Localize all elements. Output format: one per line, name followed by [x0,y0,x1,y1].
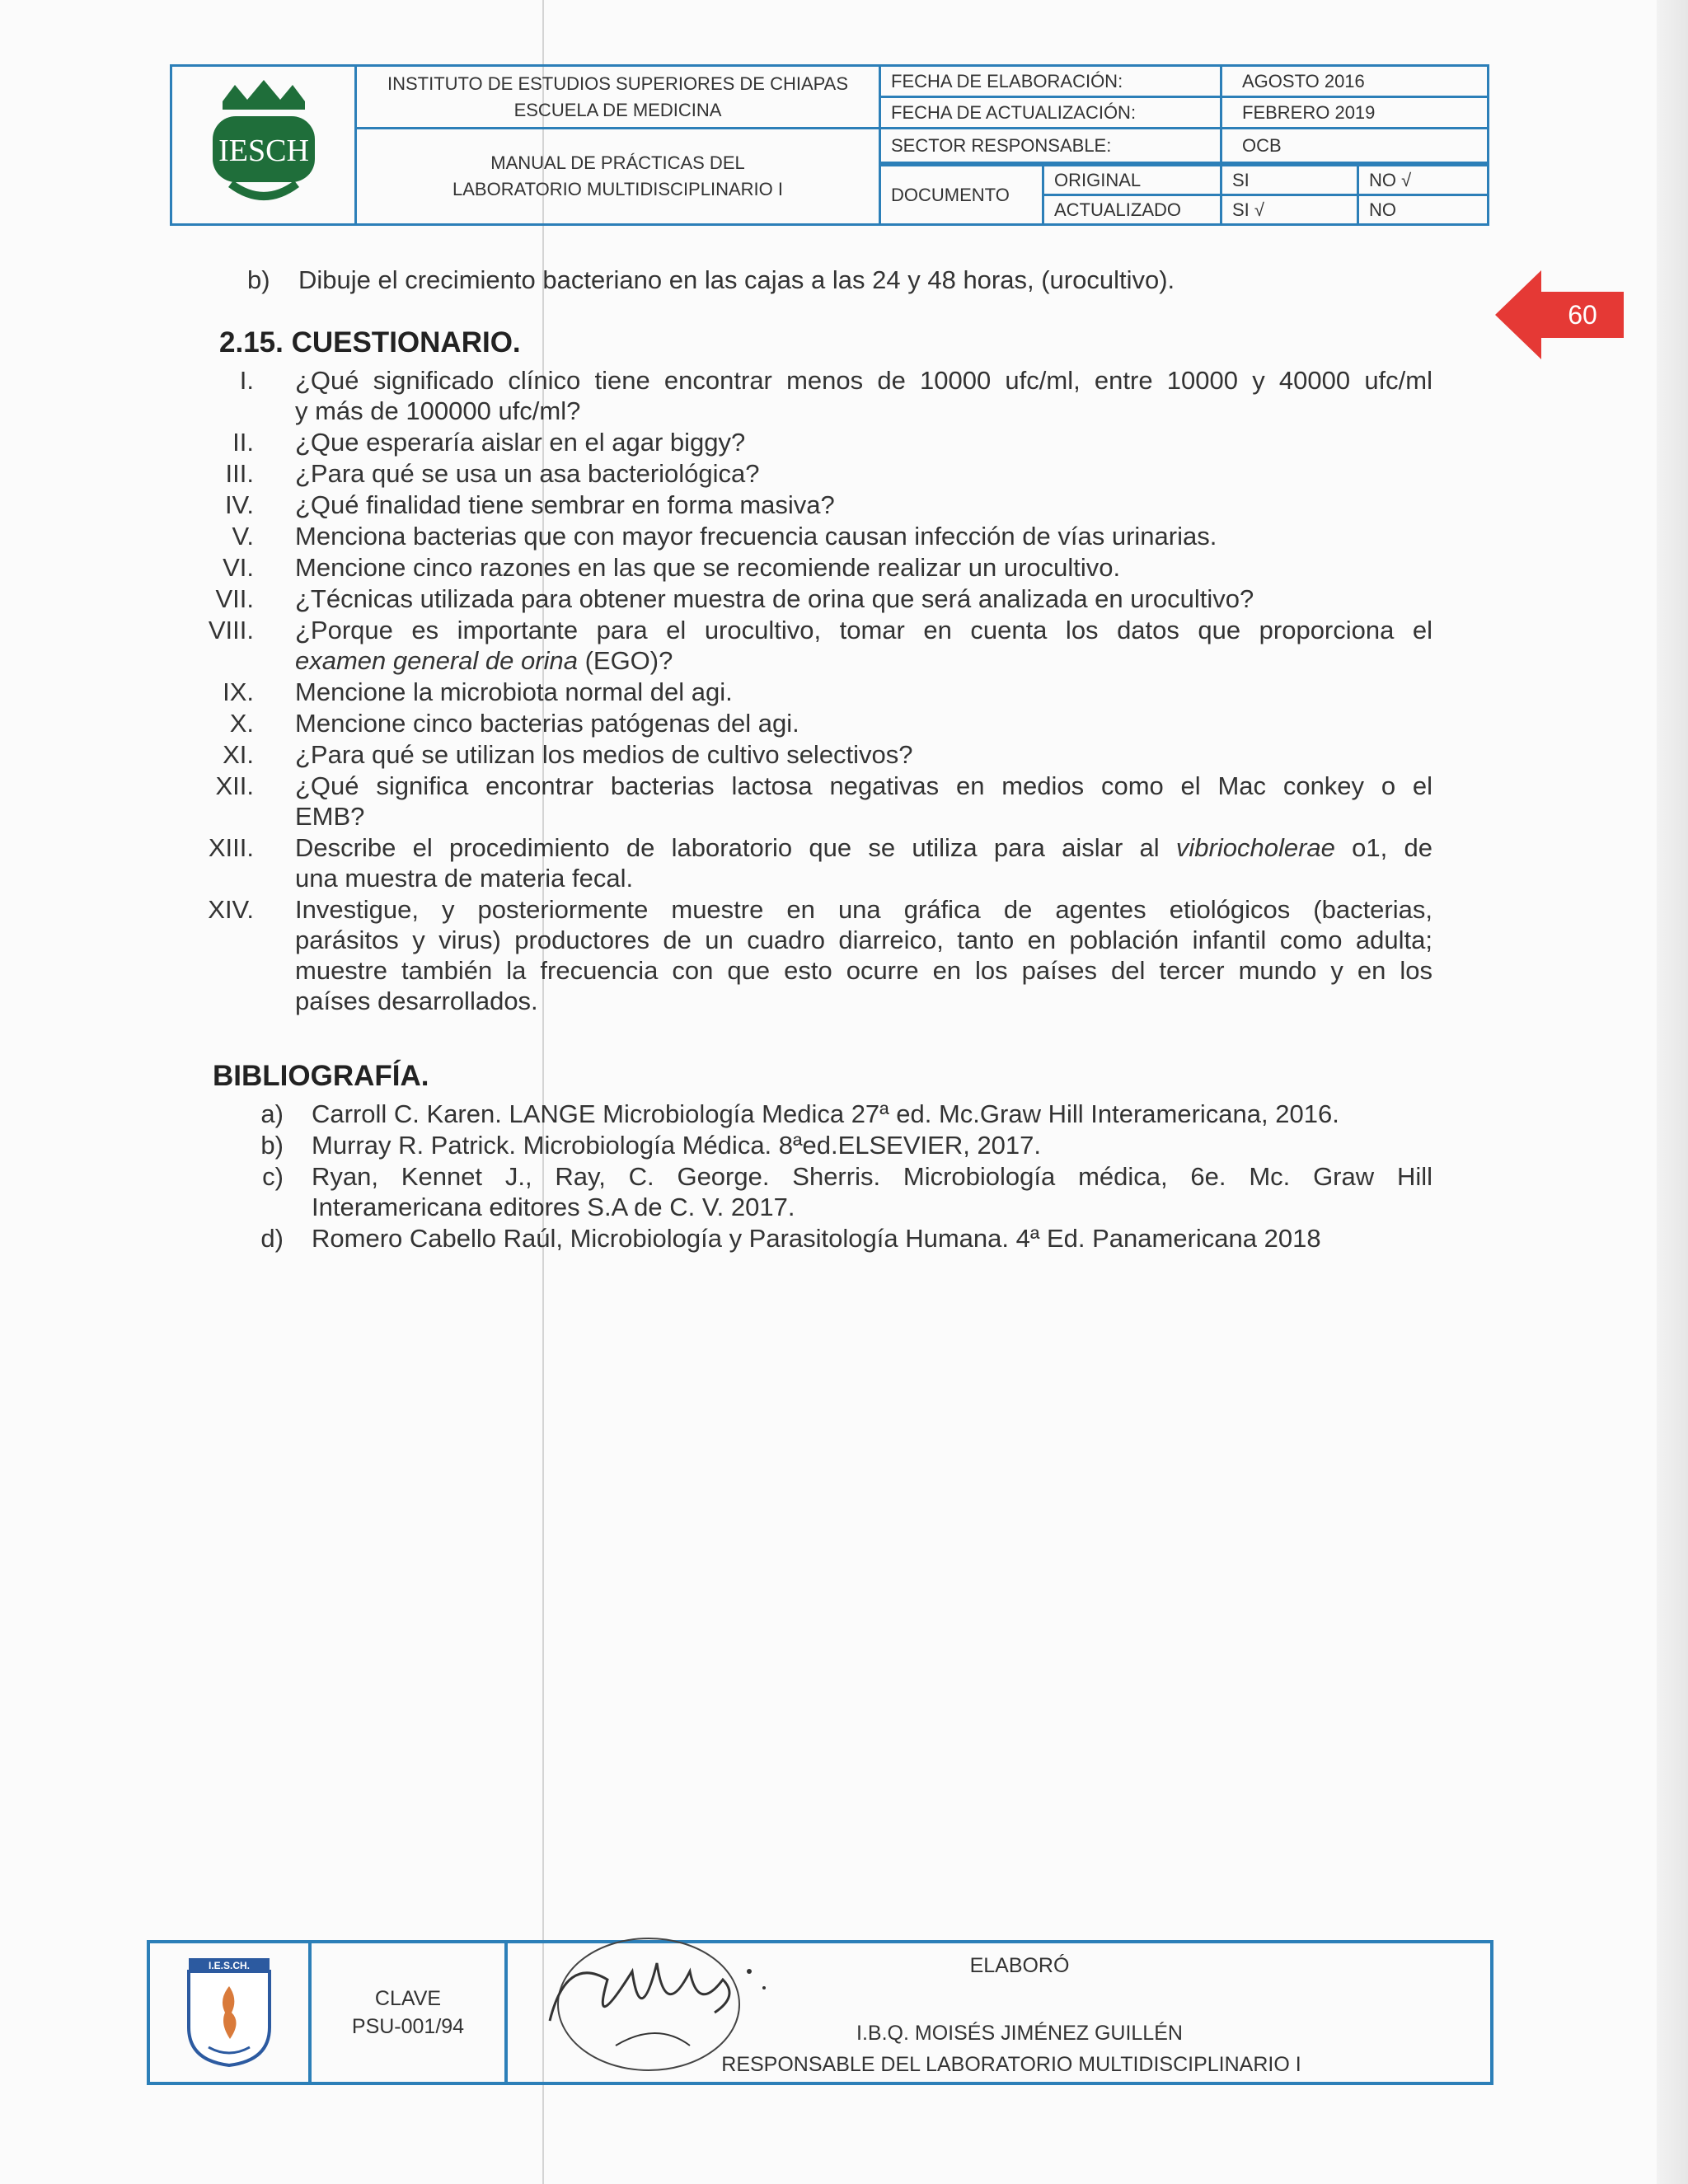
question-number: XIII. [208,833,254,862]
responsible-role: RESPONSABLE DEL LABORATORIO MULTIDISCIPLINARIO I [721,2053,1301,2076]
footer-clave-cell [310,1942,506,2083]
original-si: SI [1221,166,1358,195]
footer-seal-cell [148,1942,310,2083]
elaboro-label: ELABORÓ [969,1954,1070,1977]
school-name: ESCUELA DE MEDICINA [513,99,722,120]
question-number: II. [232,428,254,457]
responsible-name: I.B.Q. MOISÉS JIMÉNEZ GUILLÉN [856,2022,1183,2045]
question-number: VIII. [208,616,254,644]
question-text-line: ¿Qué significado clínico tiene encontrar menos de 10000 ufc/ml, entre 10000 y 40000 ufc/ml [295,366,1432,395]
question-number: IV. [224,490,254,519]
question-number: VII. [215,584,254,613]
fecha-elaboracion-label: FECHA DE ELABORACIÓN: [880,66,1221,97]
question-text-line: Mencione cinco razones en las que se recomiende realizar un urocultivo. [295,553,1121,582]
question-number: IX. [223,677,254,706]
bibliografia-heading: BIBLIOGRAFÍA. [213,1060,429,1092]
question-number: III. [225,459,254,488]
documento-label: DOCUMENTO [880,166,1043,225]
actualizado-no: NO [1358,195,1489,225]
question-text-line: ¿Qué finalidad tiene sembrar en forma masiva? [295,490,835,519]
question-text-line: muestre también la frecuencia con que esto ocurre en los países del tercer mundo y en los [295,956,1432,985]
question-text-segment: (EGO)? [577,646,673,675]
bibliography-marker: d) [260,1224,284,1253]
question-text-line [295,833,1432,863]
question-text-line: parásitos y virus) productores de un cuadro diarreico, tanto en población infantil como adulta; [295,926,1432,954]
original-no: NO √ [1358,166,1489,195]
institute-name: INSTITUTO DE ESTUDIOS SUPERIORES DE CHIAPAS [387,73,849,94]
question-text-line: ¿Porque es importante para el urocultivo, tomar en cuenta los datos que proporciona el [295,616,1432,644]
fecha-actualizacion-value: FEBRERO 2019 [1221,97,1489,129]
actualizado-si: SI √ [1221,195,1358,225]
intro-text: Dibuje el crecimiento bacteriano en las cajas a las 24 y 48 horas, (urocultivo). [298,265,1175,294]
bibliography-entry-line: Romero Cabello Raúl, Microbiología y Parasitología Humana. 4ª Ed. Panamericana 2018 [312,1224,1321,1253]
bibliography-marker: c) [262,1162,284,1191]
bibliography-entry-line: Interamericana editores S.A de C. V. 2017. [312,1193,795,1221]
question-text-line [295,646,673,676]
bibliography-marker: b) [260,1131,284,1160]
sector-responsable-label: SECTOR RESPONSABLE: [880,129,1221,163]
bibliography-marker: a) [260,1099,284,1128]
bibliography-entry-line: Ryan, Kennet J., Ray, C. George. Sherris. Microbiología médica, 6e. Mc. Graw Hill [312,1162,1432,1191]
institution-seal-icon [184,1953,274,2069]
question-text-line: Investigue, y posteriormente muestre en una gráfica de agentes etiológicos (bacterias, [295,895,1432,924]
question-text-line: ¿Para qué se utilizan los medios de cultivo selectivos? [295,740,913,769]
sector-responsable-value: OCB [1221,129,1489,163]
bibliography-entry-line: Carroll C. Karen. LANGE Microbiología Medica 27ª ed. Mc.Graw Hill Interamericana, 2016. [312,1099,1339,1128]
question-number: V. [232,522,254,551]
footer-signature-cell [506,1942,1492,2083]
svg-text:I.E.S.CH.: I.E.S.CH. [208,1959,251,1971]
question-text-line: ¿Para qué se usa un asa bacteriológica? [295,459,760,488]
intro-marker: b) [247,265,270,294]
question-text-segment: o1, de [1334,833,1432,862]
question-text-line: Menciona bacterias que con mayor frecuencia causan infección de vías urinarias. [295,522,1217,551]
question-text-line: EMB? [295,802,365,831]
question-number: I. [239,366,254,395]
manual-title: MANUAL DE PRÁCTICAS DEL LABORATORIO MULTIDISCIPLINARIO I [452,152,783,199]
question-text-line: una muestra de materia fecal. [295,864,634,893]
bibliography-entry-line: Murray R. Patrick. Microbiología Médica. 8ªed.ELSEVIER, 2017. [312,1131,1042,1160]
clave-label: CLAVE [374,1987,442,2010]
page-number: 60 [1568,300,1597,330]
cuestionario-heading: 2.15. CUESTIONARIO. [219,326,521,359]
question-number: XII. [215,771,254,800]
actualizado-label: ACTUALIZADO [1043,195,1221,225]
question-text-line: Mencione la microbiota normal del agi. [295,677,733,706]
italic-term: vibriocholerae [1175,833,1335,862]
fecha-elaboracion-value: AGOSTO 2016 [1221,66,1489,97]
question-number: X. [229,709,254,738]
question-number: XIV. [208,895,254,924]
question-text-line: y más de 100000 ufc/ml? [295,396,581,425]
italic-term: examen general de orina [295,646,578,675]
original-label: ORIGINAL [1043,166,1221,195]
clave-value: PSU-001/94 [351,2015,465,2038]
question-text-line: Mencione cinco bacterias patógenas del agi. [295,709,799,738]
question-text-line: ¿Que esperaría aislar en el agar biggy? [295,428,746,457]
question-text-line: países desarrollados. [295,987,538,1015]
question-text-line: ¿Qué significa encontrar bacterias lactosa negativas en medios como el Mac conkey o el [295,771,1432,800]
question-text-segment: Describe el procedimiento de laboratorio que se utiliza para aislar al [295,833,1176,862]
svg-text:IESCH: IESCH [218,134,309,168]
question-number: XI. [223,740,254,769]
question-text-line: ¿Técnicas utilizada para obtener muestra de orina que será analizada en urocultivo? [295,584,1254,613]
fecha-actualizacion-label: FECHA DE ACTUALIZACIÓN: [880,97,1221,129]
document-footer-table [147,1940,1493,2085]
question-number: VI. [223,553,254,582]
